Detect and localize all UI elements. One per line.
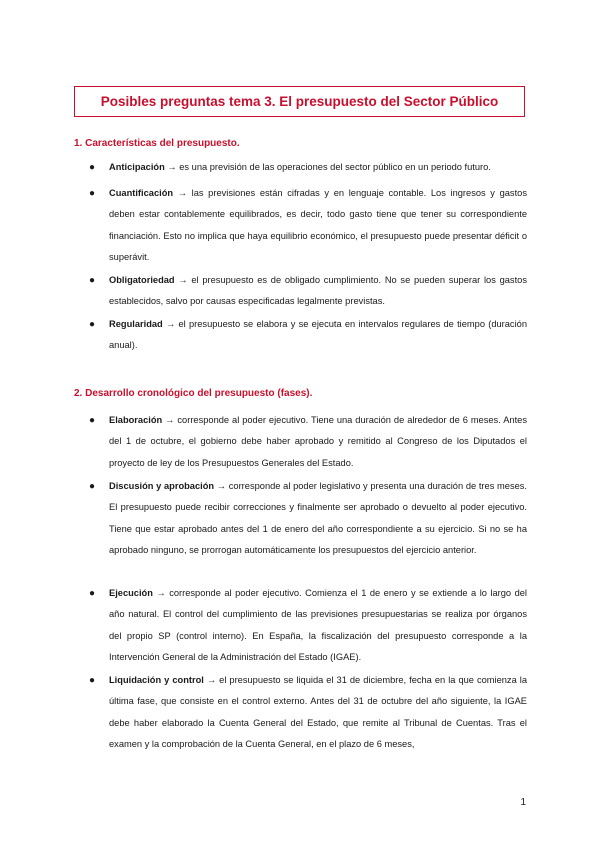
page-number: 1 bbox=[520, 797, 526, 808]
bullet-icon: ● bbox=[89, 481, 96, 492]
list-item bbox=[89, 270, 527, 313]
section-heading-caracteristicas: 1. Características del presupuesto. bbox=[74, 138, 240, 149]
item-term: Regularidad bbox=[109, 319, 163, 329]
bullet-icon: ● bbox=[89, 188, 96, 199]
list-item bbox=[89, 183, 527, 269]
item-description: → corresponde al poder legislativo y presenta una duración de tres meses. El presupuesto puede recibir correcciones y finalmente ser aprobado o devuelto al poder ejecutivo. Tiene que estar aprobado antes del 1 de enero del año correspondiente a su ejercicio. Si no se ha aprobado ninguno, se prorrogan automáticamente los presupuestos del ejercicio anterior. bbox=[109, 481, 527, 556]
item-term: Elaboración bbox=[109, 415, 163, 425]
document-title: Posibles preguntas tema 3. El presupuesto del Sector Público bbox=[100, 94, 499, 109]
section-heading-desarrollo: 2. Desarrollo cronológico del presupuesto (fases). bbox=[74, 388, 313, 399]
list-item bbox=[89, 476, 527, 562]
item-description: → las previsiones están cifradas y en lenguaje contable. Los ingresos y gastos deben estar contablemente equilibrados, es decir, todo gasto tiene que tener su correspondiente financiación. Esto no implica que haya equilibrio económico, el presupuesto puede presentar déficit o superávit. bbox=[109, 188, 527, 263]
item-description: → el presupuesto es de obligado cumplimiento. No se pueden superar los gastos establecidos, salvo por causas especificadas legalmente previstas. bbox=[109, 275, 527, 307]
bullet-icon: ● bbox=[89, 415, 96, 426]
item-term: Cuantificación bbox=[109, 188, 174, 198]
list-item bbox=[89, 583, 527, 669]
list-item bbox=[89, 314, 527, 357]
item-term: Obligatoriedad bbox=[109, 275, 175, 285]
item-description: → es una previsión de las operaciones del sector público en un periodo futuro. bbox=[164, 162, 491, 172]
list-item bbox=[89, 670, 527, 756]
list-item bbox=[89, 410, 527, 474]
bullet-icon: ● bbox=[89, 588, 96, 599]
bullet-icon: ● bbox=[89, 319, 96, 330]
item-term: Discusión y aprobación bbox=[109, 481, 215, 491]
document-title-box bbox=[74, 86, 525, 117]
item-term: Liquidación y control bbox=[109, 675, 204, 685]
bullet-icon: ● bbox=[89, 675, 96, 686]
bullet-icon: ● bbox=[89, 275, 96, 286]
item-description: → corresponde al poder ejecutivo. Comienza el 1 de enero y se extiende a lo largo del año natural. El control del cumplimiento de las previsiones presupuestarias se realiza por órganos del propio SP (control interno). En España, la fiscalización del presupuesto corresponde a la Intervención General de la Administración del Estado (IGAE). bbox=[109, 588, 527, 663]
item-term: Anticipación bbox=[109, 162, 165, 172]
list-item bbox=[89, 157, 527, 178]
item-term: Ejecución bbox=[109, 588, 153, 598]
item-description: → el presupuesto se elabora y se ejecuta en intervalos regulares de tiempo (duración anual). bbox=[109, 319, 527, 351]
item-description: → el presupuesto se liquida el 31 de diciembre, fecha en la que comienza la última fase, que consiste en el control externo. Antes del 31 de octubre del año siguiente, la IGAE debe haber elaborado la Cuenta General del Estado, que remite al Tribunal de Cuentas. Tras el examen y la comprobación de la Cuenta General, en el plazo de 6 meses, bbox=[109, 675, 527, 750]
bullet-icon: ● bbox=[89, 162, 96, 173]
item-description: → corresponde al poder ejecutivo. Tiene una duración de alrededor de 6 meses. Antes del 1 de octubre, el gobierno debe haber aprobado y remitido al Congreso de los Diputados el proyecto de ley de los Presupuestos Generales del Estado. bbox=[109, 415, 527, 468]
